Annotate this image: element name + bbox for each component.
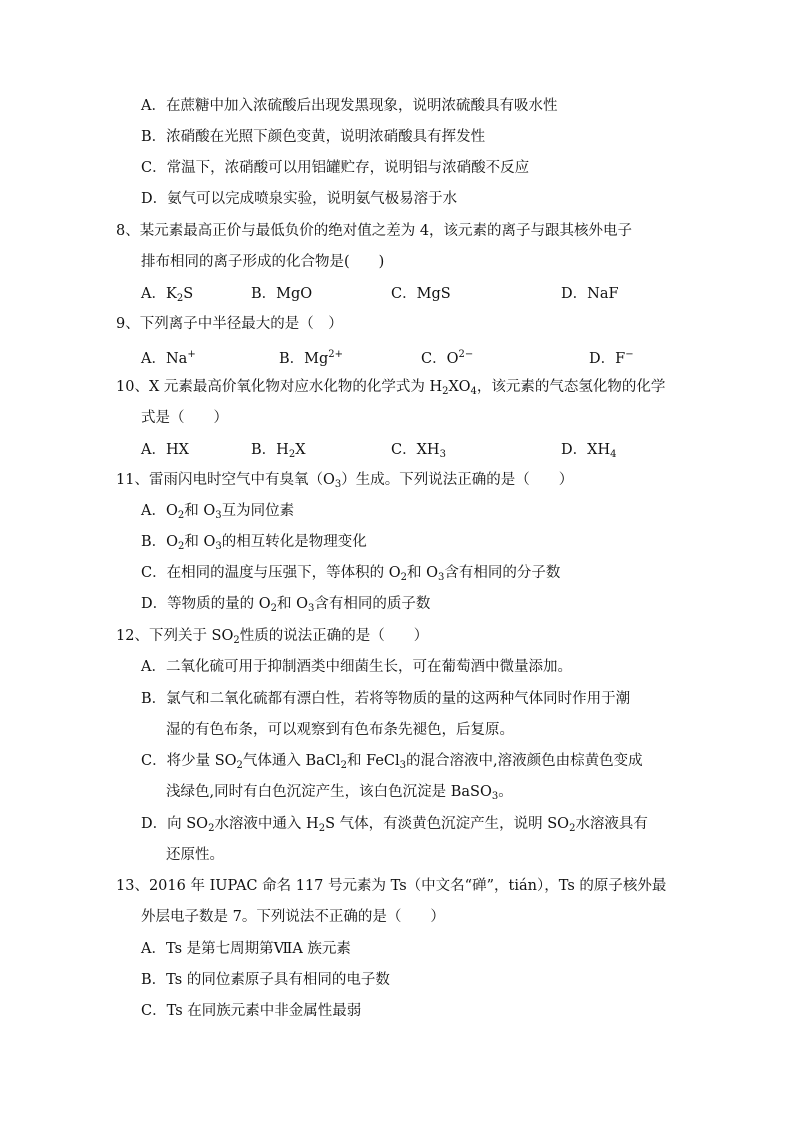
- q8-option-d: D．NaF: [561, 286, 619, 302]
- q7-option-b: B．浓硝酸在光照下颜色变黄，说明浓硝酸具有挥发性: [141, 129, 486, 145]
- q8-stem-line2: 排布相同的离子形成的化合物是( ): [141, 254, 385, 270]
- q9-option-b: B．$Mg^{2+}$: [279, 349, 344, 367]
- q13-option-b: B．Ts 的同位素原子具有相同的电子数: [141, 972, 390, 988]
- q13-stem-line2: 外层电子数是 7。下列说法不正确的是（ ）: [141, 909, 445, 925]
- q10-option-b: B．$H_2X$: [251, 442, 306, 460]
- q7-option-d: D．氨气可以完成喷泉实验，说明氨气极易溶于水: [141, 191, 458, 207]
- q11-option-d: D．等物质的量的 $O_2$和 $O_3$含有相同的质子数: [141, 596, 431, 614]
- q9-option-d: D．F−: [589, 349, 634, 367]
- q8-option-c: C．MgS: [391, 286, 451, 302]
- q9-stem: 9、下列离子中半径最大的是（ ）: [116, 316, 343, 332]
- q8-stem-line1: 8、某元素最高正价与最低负价的绝对值之差为 4，该元素的离子与跟其核外电子: [116, 223, 633, 239]
- q12-option-b-line2: 湿的有色布条，可以观察到有色布条先褪色，后复原。: [166, 722, 514, 738]
- q12-option-d-line2: 还原性。: [166, 847, 224, 863]
- q11-option-a: A．$O_2$和 $O_3$互为同位素: [141, 503, 295, 521]
- q12-option-d-line1: D．向 $SO_2$水溶液中通入 $H_2S$ 气体，有淡黄色沉淀产生，说明 $SO_2$水溶液具有: [141, 816, 648, 834]
- q13-option-c: C．Ts 在同族元素中非金属性最弱: [141, 1003, 362, 1019]
- q11-option-c: C．在相同的温度与压强下，等体积的 $O_2$和 $O_3$含有相同的分子数: [141, 565, 561, 583]
- q7-option-c: C．常温下，浓硝酸可以用铝罐贮存，说明铝与浓硝酸不反应: [141, 160, 530, 176]
- q9-option-a: A．Na+: [141, 349, 196, 367]
- q8-option-b: B．MgO: [251, 286, 313, 302]
- q12-option-b-line1: B．氯气和二氧化硫都有漂白性，若将等物质的量的这两种气体同时作用于潮: [141, 691, 631, 707]
- q12-option-c-line2: 浅绿色,同时有白色沉淀产生，该白色沉淀是 BaSO$_3$。: [166, 784, 513, 802]
- q10-option-a: A．HX: [141, 442, 189, 458]
- q12-option-c-line1: C．将少量 $SO_2$气体通入 BaCl$_2$和 FeCl$_3$的混合溶液中,溶液颜色由棕黄色变成: [141, 753, 643, 771]
- q10-option-c: C．$XH_3$: [391, 442, 446, 460]
- q10-option-d: D．$XH_4$: [561, 442, 617, 460]
- q11-stem: 11、雷雨闪电时空气中有臭氧$(O_3)$生成。下列说法正确的是（ ）: [116, 472, 574, 490]
- q13-option-a: A．Ts 是第七周期第ⅦA 族元素: [141, 941, 351, 957]
- q12-stem: 12、下列关于 $SO_2$性质的说法正确的是（ ）: [116, 628, 429, 646]
- q13-stem-line1: 13、2016 年 IUPAC 命名 117 号元素为 Ts（中文名“䃅”，tián），Ts 的原子核外最: [116, 878, 667, 894]
- q10-stem-line1: 10、X 元素最高价氧化物对应水化物的化学式为 $H_2XO_4$，该元素的气态氢化物的化学: [116, 379, 666, 397]
- q9-option-c: C．$O^{2-}$: [421, 349, 474, 367]
- q8-option-a: A．$K_2S$: [141, 286, 194, 304]
- q12-option-a: A．二氧化硫可用于抑制酒类中细菌生长，可在葡萄酒中微量添加。: [141, 659, 572, 675]
- q10-stem-line2: 式是（ ）: [141, 410, 228, 426]
- q11-option-b: B．$O_2$和 $O_3$的相互转化是物理变化: [141, 534, 367, 552]
- q7-option-a: A．在蔗糖中加入浓硫酸后出现发黑现象，说明浓硫酸具有吸水性: [141, 98, 558, 114]
